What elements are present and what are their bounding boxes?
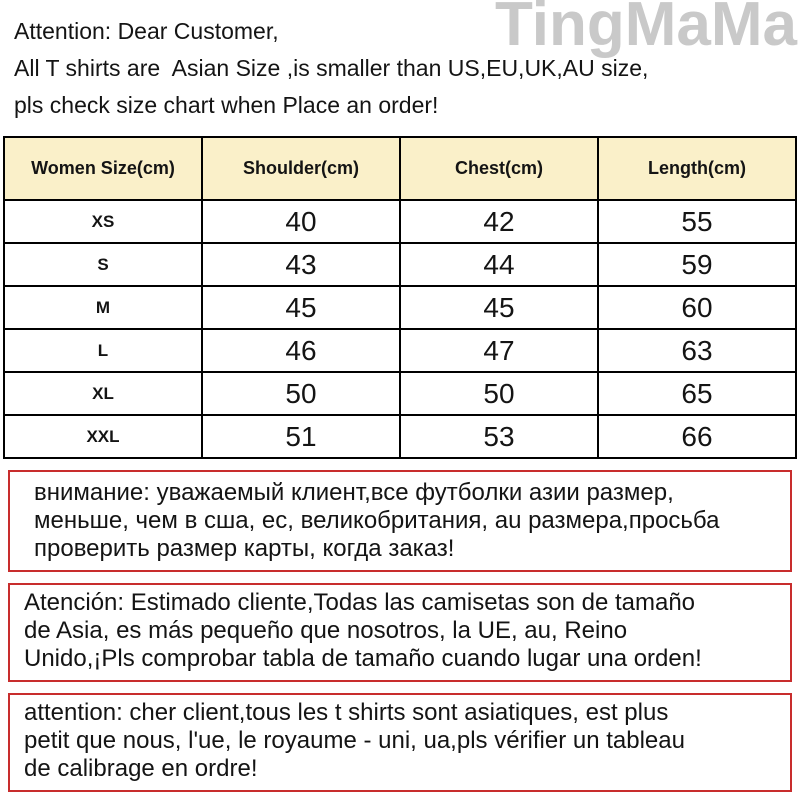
notice-french-line-1: attention: cher client,tous les t shirts sont asiatiques, est plus [24, 699, 669, 726]
shoulder-value: 46 [202, 329, 400, 372]
length-value: 66 [598, 415, 796, 458]
notice-spanish-line-2: de Asia, es más pequeño que nosotros, la UE, au, Reino [24, 617, 628, 644]
notice-french [8, 693, 792, 792]
chest-value: 47 [400, 329, 598, 372]
size-label: XXL [4, 415, 202, 458]
length-value: 60 [598, 286, 796, 329]
length-value: 59 [598, 243, 796, 286]
column-header-chest: Chest(cm) [400, 137, 598, 200]
column-header-length: Length(cm) [598, 137, 796, 200]
size-label: XS [4, 200, 202, 243]
column-header-shoulder: Shoulder(cm) [202, 137, 400, 200]
brand-watermark: TingMaMa [495, 0, 797, 59]
attention-line-2: All T shirts are Asian Size ,is smaller than US,EU,UK,AU size, [14, 55, 649, 81]
table-row-xs [4, 200, 796, 243]
size-label: L [4, 329, 202, 372]
length-value: 63 [598, 329, 796, 372]
column-header-women-size: Women Size(cm) [4, 137, 202, 200]
notice-spanish-line-1: Atención: Estimado cliente,Todas las camisetas son de tamaño [24, 589, 696, 616]
notice-russian-line-1: внимание: уважаемый клиент,все футболки азии размер, [34, 479, 674, 506]
chest-value: 44 [400, 243, 598, 286]
table-row-m [4, 286, 796, 329]
notice-russian-line-2: меньше, чем в сша, ес, великобритания, au размера,просьба [34, 507, 720, 534]
chest-value: 42 [400, 200, 598, 243]
table-row-l [4, 329, 796, 372]
notice-spanish-line-3: Unido,¡Pls comprobar tabla de tamaño cuando lugar una orden! [24, 645, 702, 672]
length-value: 55 [598, 200, 796, 243]
size-label: M [4, 286, 202, 329]
size-chart-table [3, 136, 797, 459]
notice-russian-line-3: проверить размер карты, когда заказ! [34, 535, 455, 562]
shoulder-value: 40 [202, 200, 400, 243]
table-header-row [4, 137, 796, 200]
shoulder-value: 51 [202, 415, 400, 458]
attention-line-1: Attention: Dear Customer, [14, 18, 279, 44]
notice-spanish [8, 583, 792, 682]
table-row-s [4, 243, 796, 286]
size-label: S [4, 243, 202, 286]
attention-header [0, 0, 800, 124]
attention-line-3: pls check size chart when Place an order! [14, 92, 439, 118]
shoulder-value: 50 [202, 372, 400, 415]
size-label: XL [4, 372, 202, 415]
chest-value: 50 [400, 372, 598, 415]
notice-russian [8, 470, 792, 572]
length-value: 65 [598, 372, 796, 415]
shoulder-value: 45 [202, 286, 400, 329]
table-row-xl [4, 372, 796, 415]
notice-french-line-3: de calibrage en ordre! [24, 755, 258, 782]
notice-french-line-2: petit que nous, l'ue, le royaume - uni, ua,pls vérifier un tableau [24, 727, 685, 754]
table-row-xxl [4, 415, 796, 458]
chest-value: 45 [400, 286, 598, 329]
chest-value: 53 [400, 415, 598, 458]
shoulder-value: 43 [202, 243, 400, 286]
